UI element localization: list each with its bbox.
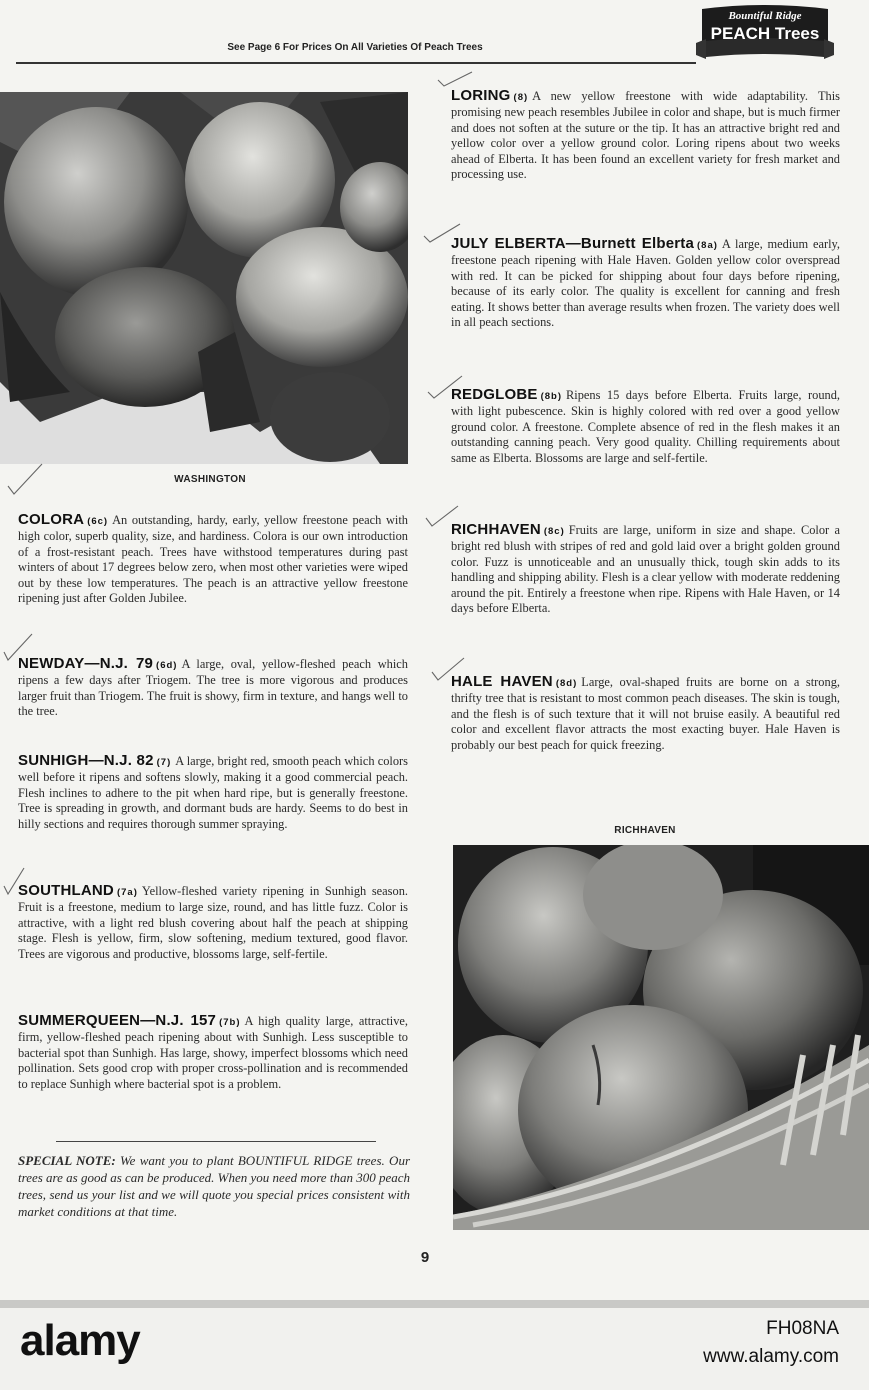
variety-name: COLORA: [18, 511, 85, 528]
header-rule: [16, 62, 696, 64]
variety-code: (8b): [540, 391, 563, 402]
pencil-check-mark: [6, 462, 46, 502]
variety-description: A large, oval, yellow-fleshed peach which ripens a few days after Triogem. The tree is more vigorous and produces larger fruit than Triogem. The fruit is showy, firm in texture, and hangs well to the tree.: [18, 657, 409, 719]
variety-description: Ripens 15 days before Elberta. Fruits large, round, with light pubescence. Skin is highly colored with red over a good yellow ground color. A freestone. Complete absence of red in the flesh makes it an outstanding canning peach. Very good quality. Chilling requirements about same as Elberta. Blossoms are large and self-fertile.: [451, 388, 840, 465]
variety-richhaven: [451, 522, 840, 616]
variety-description: A high quality large, attractive, firm, yellow-fleshed peach ripening about with Sunhigh. Less susceptible to bacterial spot than Sunhigh. Has large, showy, imperfect blossoms which need pollination. Sets good crop with proper cross-pollination and is recommended to replace Sunhigh where bacterial spot is a problem.: [18, 1014, 409, 1091]
variety-name: JULY ELBERTA—Burnett Elberta: [451, 235, 695, 252]
pencil-check-mark: [436, 62, 476, 102]
richhaven-peach-photo: [453, 845, 869, 1230]
variety-hale-haven: [451, 674, 840, 753]
variety-name: HALE HAVEN: [451, 673, 553, 690]
variety-code: (6d): [156, 660, 178, 671]
variety-code: (8): [513, 92, 529, 103]
variety-code: (6c): [87, 516, 109, 527]
variety-description: A new yellow freestone with wide adaptability. This promising new peach resembles Jubilee in color and shape, but is much firmer and does not soften at the suture or the tip. It has an attractive bright red and yellow color over a yellow ground color. Loring ripens about two weeks ahead of Elberta. It has been found an excellent variety for fresh market and processing use.: [451, 89, 840, 182]
alamy-logo: alamy: [20, 1316, 140, 1365]
variety-name: SUMMERQUEEN—N.J. 157: [18, 1012, 217, 1029]
pencil-check-mark: [424, 500, 464, 540]
washington-peach-photo: [0, 92, 408, 464]
variety-name: SOUTHLAND: [18, 882, 114, 899]
pencil-check-mark: [2, 630, 42, 670]
variety-code: (7a): [116, 887, 138, 898]
special-note: [18, 1152, 410, 1220]
variety-loring: [451, 88, 840, 182]
variety-description: Yellow-fleshed variety ripening in Sunhigh season. Fruit is a freestone, medium to large size, round, and has little fuzz. Color is attractive, with a light red blush covering about half the peach at shipping stage. Flesh is yellow, firm, slow softening, medium textured, good flavor. Trees are vigorous and productive, blossoms large, self-fertile.: [18, 884, 408, 961]
bountiful-ridge-logo: [694, 3, 836, 63]
variety-code: (8d): [555, 678, 578, 689]
variety-code: (8c): [543, 526, 565, 537]
variety-code: (8a): [697, 240, 718, 251]
variety-newday: [18, 656, 408, 720]
site-url: www.alamy.com: [703, 1346, 839, 1367]
variety-code: (7): [156, 757, 172, 768]
logo-top-text: Bountiful Ridge: [728, 10, 802, 22]
pencil-check-mark: [426, 370, 466, 410]
variety-description: A large, bright red, smooth peach which colors well before it ripens and softens slowly, making it a good commercial peach. Flesh inclines to adhere to the pit when hard ripe, but is generally freestone. Tree is spreading in growth, and dormant buds are hardy. Seems to do best in hilly sections and requires thorough summer spraying.: [18, 754, 408, 831]
variety-july-elberta: [451, 236, 840, 330]
variety-description: Fruits are large, uniform in size and shape. Color a bright red blush with stripes of red and gold laid over a bright golden ground color. Fuzz is unnoticeable and an unusually thick, tough skin adds to its handling and shipping ability. Flesh is a clear yellow with moderate reddening around the pit. Entirely a freestone when ripe. Ripens with Hale Haven, or 14 days before Elberta.: [451, 523, 840, 616]
variety-name: RICHHAVEN: [451, 521, 541, 538]
special-note-lead: SPECIAL NOTE:: [18, 1153, 116, 1168]
pencil-check-mark: [422, 212, 462, 252]
variety-sunhigh: [18, 753, 408, 832]
logo-main-text: PEACH Trees: [710, 24, 820, 43]
variety-summerqueen: [18, 1013, 408, 1092]
variety-name: REDGLOBE: [451, 386, 538, 403]
variety-name: SUNHIGH—N.J. 82: [18, 752, 154, 769]
variety-colora: [18, 512, 408, 606]
variety-description: A large, medium early, freestone peach ripening with Hale Haven. Golden yellow color overspread with red. It can be picked for shipping about four days before ripening, because of its early color. The quality is excellent for canning and fresh eating. It shows better than average results when frozen. The variety does well in all peach sections.: [451, 237, 841, 330]
page-number: 9: [420, 1249, 430, 1266]
special-note-rule: [56, 1141, 376, 1142]
special-note-text: We want you to plant BOUNTIFUL RIDGE trees. Our trees are as good as can be produced. When you need more than 300 peach trees, send us your list and we will quote you special prices consistent with market conditions at that time.: [18, 1153, 411, 1219]
variety-redglobe: [451, 387, 840, 466]
variety-description: Large, oval-shaped fruits are borne on a strong, thrifty tree that is resistant to most common peach diseases. The skin is tough, and the flesh is of such texture that it will not bruise easily. A beautiful red color and excellent flavor attracts the most exacting buyer. Hale Haven is probably our best peach for quick freezing.: [451, 675, 840, 752]
washington-caption: WASHINGTON: [174, 474, 246, 485]
variety-description: An outstanding, hardy, early, yellow freestone peach with high color, superb quality, size, and hardiness. Colora is our own introduction of a frost-resistant peach. Trees have withstood temperatures during past winters of about 17 degrees below zero, when most other varieties were wiped out by these low temperatures. The peach is an attractive yellow freestone ripening just after Golden Jubilee.: [18, 513, 408, 606]
variety-name: LORING: [451, 87, 511, 104]
variety-code: (7b): [219, 1017, 241, 1028]
pencil-check-mark: [430, 652, 470, 692]
pencil-check-mark: [2, 860, 42, 900]
image-id: FH08NA: [766, 1318, 839, 1339]
header-price-note: See Page 6 For Prices On All Varieties Of Peach Trees: [227, 42, 483, 53]
variety-name: NEWDAY—N.J. 79: [18, 655, 154, 672]
variety-southland: [18, 883, 408, 962]
footer-divider: [0, 1300, 869, 1308]
richhaven-caption: RICHHAVEN: [614, 825, 676, 836]
